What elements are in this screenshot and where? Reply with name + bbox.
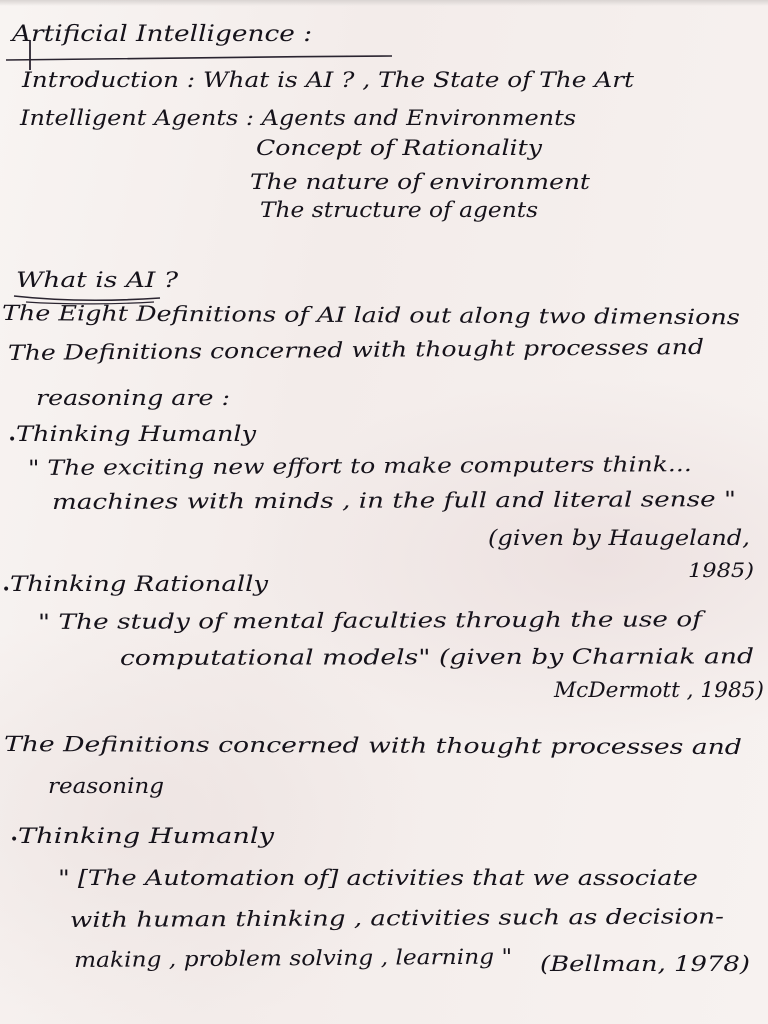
note-line: The Eight Definitions of AI laid out along two dimensions [1,301,741,330]
note-line: What is AI ? [16,268,179,292]
note-line: " The study of mental faculties through the use of [37,607,703,634]
note-line: with human thinking , activities such as decision- [69,904,724,932]
note-line: reasoning are : [36,386,231,410]
note-line: " [The Automation of] activities that we associate [58,866,698,890]
note-line: (given by Haugeland, [488,526,750,550]
note-line: Intelligent Agents : Agents and Environments [20,106,577,130]
note-line: reasoning [48,774,164,798]
title-underline [6,56,392,60]
note-line: Introduction : What is AI ? , The State of The Art [22,68,635,92]
bullet-dot: • [10,832,19,848]
note-line: making , problem solving , learning " [73,944,513,972]
note-line: The structure of agents [260,198,539,222]
note-line: The Definitions concerned with thought processes and [7,334,705,365]
note-line: Thinking Humanly [18,824,275,848]
note-line: Concept of Rationality [256,136,542,160]
note-line: Artificial Intelligence : [12,22,313,47]
note-line: machines with minds , in the full and literal sense " [51,487,737,514]
bullet-dot: • [2,582,11,598]
note-line: " The exciting new effort to make computers think... [27,452,692,480]
section-heading-underline [14,296,160,300]
note-line: The nature of environment [250,170,590,194]
note-line: Thinking Rationally [10,572,269,596]
note-line: McDermott , 1985) [554,678,764,702]
note-line: (Bellman, 1978) [540,952,750,976]
note-line: 1985) [688,558,754,582]
note-line: The Definitions concerned with thought processes and [3,732,742,760]
note-line: Thinking Humanly [16,422,257,446]
bullet-dot: • [8,432,17,448]
note-line: computational models" (given by Charniak and [119,644,755,670]
